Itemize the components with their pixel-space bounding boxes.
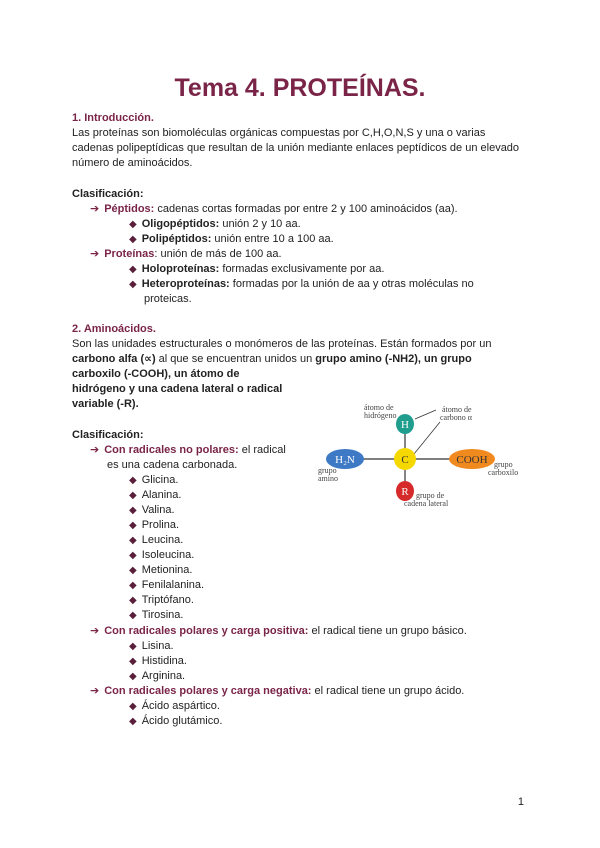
- h-label-line1: átomo de: [364, 403, 394, 412]
- page-number: 1: [517, 796, 524, 808]
- arrow-bullet-icon: ➔: [90, 685, 100, 697]
- list-item-continuation: es una cadena carbonada.: [107, 459, 238, 471]
- diamond-bullet-icon: ◆: [129, 219, 137, 230]
- paragraph-line: Son las unidades estructurales o monómeros de las proteínas. Están formados por un: [72, 338, 492, 350]
- diamond-bullet-icon: ◆: [129, 595, 137, 606]
- diamond-bullet-icon: ◆: [129, 565, 137, 576]
- list-item-label: Alanina.: [141, 489, 182, 501]
- diamond-bullet-icon: ◆: [129, 550, 137, 561]
- carboxyl-label-line2: carboxilo: [488, 468, 519, 477]
- list-item-label: Valina.: [141, 504, 175, 516]
- list-item: [129, 593, 194, 608]
- amino-group-formula: H₂N: [335, 454, 355, 466]
- hydrogen-symbol: H: [401, 419, 409, 431]
- carbon-symbol: C: [401, 454, 409, 466]
- list-item-no-polares: ➔ Con radicales no polares: el radical: [90, 444, 286, 456]
- classification-label: Clasificación:: [72, 429, 144, 441]
- paragraph-line: número de aminoácidos.: [72, 157, 193, 169]
- r-label-line1: grupo de: [416, 491, 445, 500]
- list-item-peptidos: ➔ Péptidos: cadenas cortas formadas por entre 2 y 100 aminoácidos (aa).: [90, 203, 458, 215]
- diamond-bullet-icon: ◆: [129, 656, 137, 667]
- list-item: [129, 548, 194, 563]
- list-item: [129, 654, 187, 669]
- list-item-label: Isoleucina.: [141, 549, 195, 561]
- list-item: [129, 563, 192, 578]
- list-item: [129, 473, 178, 488]
- list-item-label: Prolina.: [141, 519, 179, 531]
- list-item: [129, 488, 181, 503]
- list-item: [129, 578, 204, 593]
- diamond-bullet-icon: ◆: [129, 264, 137, 275]
- list-item-label: Fenilalanina.: [141, 579, 205, 591]
- list-item-holoproteinas: ◆ Holoproteínas: formadas exclusivamente por aa.: [129, 263, 385, 275]
- diamond-bullet-icon: ◆: [129, 535, 137, 546]
- diamond-bullet-icon: ◆: [129, 505, 137, 516]
- list-item-label: Leucina.: [141, 534, 184, 546]
- list-item-label: Triptófano.: [141, 594, 194, 606]
- paragraph-line: carboxilo (-COOH), un átomo de: [72, 368, 240, 380]
- h-label-leader: [415, 410, 436, 419]
- list-item-polipeptidos: ◆ Polipéptidos: unión entre 10 a 100 aa.: [129, 233, 334, 245]
- r-group-symbol: R: [401, 486, 409, 498]
- list-item: [129, 669, 185, 684]
- arrow-bullet-icon: ➔: [90, 625, 100, 637]
- carboxyl-group-formula: COOH: [456, 454, 488, 466]
- diamond-bullet-icon: ◆: [129, 610, 137, 621]
- list-item-label: Arginina.: [141, 670, 186, 682]
- list-item: [129, 533, 183, 548]
- paragraph-line: Las proteínas son biomoléculas orgánicas compuestas por C,H,O,N,S y una o varias: [72, 127, 486, 139]
- section-heading-aminoacidos: 2. Aminoácidos.: [72, 323, 156, 335]
- diamond-bullet-icon: ◆: [129, 671, 137, 682]
- list-item-label: Ácido aspártico.: [141, 700, 220, 712]
- diamond-bullet-icon: ◆: [129, 490, 137, 501]
- list-item: [129, 714, 222, 729]
- arrow-bullet-icon: ➔: [90, 444, 100, 456]
- list-item-heteroproteinas: ◆ Heteroproteínas: formadas por la unión de aa y otras moléculas no: [129, 278, 474, 290]
- diamond-bullet-icon: ◆: [129, 520, 137, 531]
- diamond-bullet-icon: ◆: [129, 716, 137, 727]
- diamond-bullet-icon: ◆: [129, 279, 137, 290]
- diamond-bullet-icon: ◆: [129, 580, 137, 591]
- h-label-line2: hidrógeno: [364, 411, 397, 420]
- list-item-label: Tirosina.: [141, 609, 184, 621]
- list-item-continuation: proteicas.: [144, 293, 192, 305]
- diamond-bullet-icon: ◆: [129, 641, 137, 652]
- list-item-carga-positiva: ➔ Con radicales polares y carga positiva: el radical tiene un grupo básico.: [90, 625, 467, 637]
- r-label-line2: cadena lateral: [404, 499, 449, 508]
- section-heading-introduccion: 1. Introducción.: [72, 112, 154, 124]
- arrow-bullet-icon: ➔: [90, 203, 100, 215]
- page-title: Tema 4. PROTEÍNAS.: [174, 74, 426, 102]
- list-item-label: Histidina.: [141, 655, 187, 667]
- diamond-bullet-icon: ◆: [129, 475, 137, 486]
- carboxyl-label-line1: grupo: [494, 460, 513, 469]
- list-item: [129, 699, 220, 714]
- amino-acid-diagram: [300, 396, 530, 526]
- list-item-label: Ácido glutámico.: [141, 715, 223, 727]
- list-item-proteinas: ➔ Proteínas: unión de más de 100 aa.: [90, 248, 282, 260]
- list-item-label: Metionina.: [141, 564, 193, 576]
- diamond-bullet-icon: ◆: [129, 701, 137, 712]
- list-item: [129, 503, 175, 518]
- c-label-line1: átomo de: [442, 405, 472, 414]
- paragraph-line: cadenas polipeptídicas que resultan de la unión mediante enlaces peptídicos de un elevado: [72, 142, 520, 154]
- paragraph-line: variable (-R).: [72, 398, 139, 410]
- c-label-line2: carbono α: [440, 413, 472, 422]
- classification-label: Clasificación:: [72, 188, 144, 200]
- amino-label-line1: grupo: [318, 466, 337, 475]
- list-item-carga-negativa: ➔ Con radicales polares y carga negativa: el radical tiene un grupo ácido.: [90, 685, 465, 697]
- list-item: [129, 639, 174, 654]
- list-item-label: Lisina.: [141, 640, 174, 652]
- list-item: [129, 608, 183, 623]
- list-item-label: Glicina.: [141, 474, 179, 486]
- arrow-bullet-icon: ➔: [90, 248, 100, 260]
- c-label-leader: [414, 422, 440, 454]
- amino-label-line2: amino: [318, 474, 338, 483]
- paragraph-line: hidrógeno y una cadena lateral o radical: [72, 383, 283, 395]
- paragraph-line: carbono alfa (∝) al que se encuentran unidos un grupo amino (-NH2), un grupo: [72, 353, 472, 365]
- diamond-bullet-icon: ◆: [129, 234, 137, 245]
- list-item-oligopeptidos: ◆ Oligopéptidos: unión 2 y 10 aa.: [129, 218, 301, 230]
- list-item: [129, 518, 179, 533]
